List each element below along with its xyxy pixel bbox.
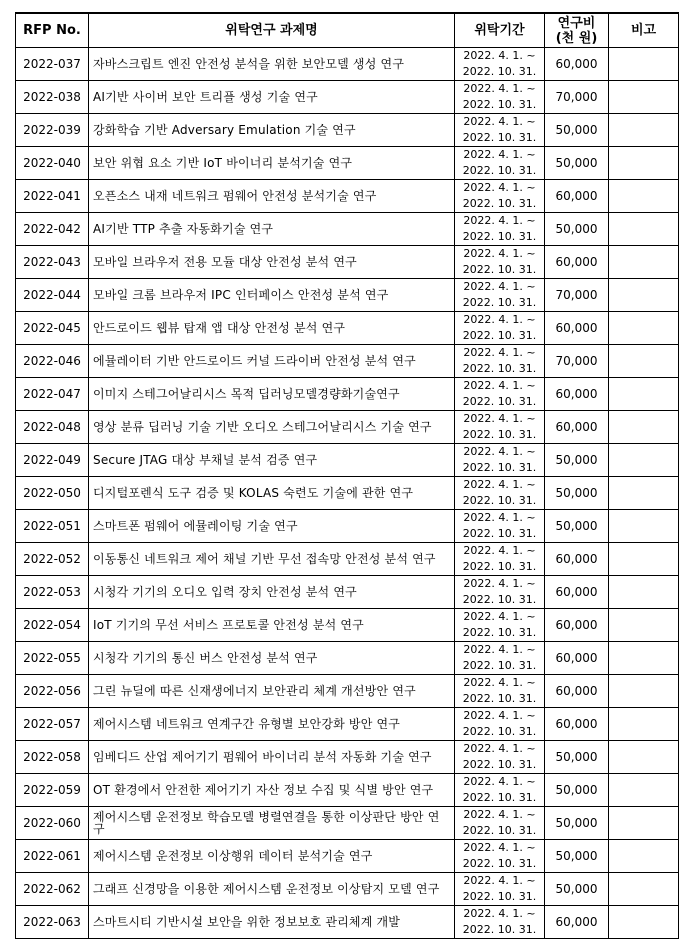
budget-cell: 60,000 xyxy=(545,312,609,345)
period-cell xyxy=(455,81,545,114)
period-cell xyxy=(455,477,545,510)
period-start: 2022. 4. 1. ~ xyxy=(463,841,536,854)
note-cell xyxy=(609,477,679,510)
period-end: 2022. 10. 31. xyxy=(462,428,537,441)
note-cell xyxy=(609,312,679,345)
budget-cell: 70,000 xyxy=(545,81,609,114)
title-cell: 스마트폰 펌웨어 에뮬레이팅 기술 연구 xyxy=(89,510,455,543)
period-end: 2022. 10. 31. xyxy=(462,824,537,837)
period-end: 2022. 10. 31. xyxy=(462,197,537,210)
period-start: 2022. 4. 1. ~ xyxy=(463,82,536,95)
rfp-no-cell: 2022-057 xyxy=(16,708,89,741)
note-cell xyxy=(609,840,679,873)
budget-cell: 60,000 xyxy=(545,543,609,576)
budget-cell: 50,000 xyxy=(545,840,609,873)
rfp-no-cell: 2022-060 xyxy=(16,807,89,840)
title-cell: 이동통신 네트워크 제어 채널 기반 무선 접속망 안전성 분석 연구 xyxy=(89,543,455,576)
table-row xyxy=(16,510,679,543)
period-start: 2022. 4. 1. ~ xyxy=(463,346,536,359)
note-cell xyxy=(609,873,679,906)
header-rfp-no: RFP No. xyxy=(16,13,89,48)
budget-cell: 60,000 xyxy=(545,576,609,609)
period-start: 2022. 4. 1. ~ xyxy=(463,643,536,656)
period-end: 2022. 10. 31. xyxy=(462,758,537,771)
title-cell: Secure JTAG 대상 부채널 분석 검증 연구 xyxy=(89,444,455,477)
period-end: 2022. 10. 31. xyxy=(462,857,537,870)
period-cell xyxy=(455,543,545,576)
period-end: 2022. 10. 31. xyxy=(462,461,537,474)
budget-cell: 60,000 xyxy=(545,246,609,279)
note-cell xyxy=(609,510,679,543)
period-start: 2022. 4. 1. ~ xyxy=(463,676,536,689)
note-cell xyxy=(609,180,679,213)
table-row xyxy=(16,246,679,279)
budget-cell: 50,000 xyxy=(545,774,609,807)
table-row xyxy=(16,114,679,147)
rfp-no-cell: 2022-044 xyxy=(16,279,89,312)
period-cell xyxy=(455,114,545,147)
title-cell: 보안 위협 요소 기반 IoT 바이너리 분석기술 연구 xyxy=(89,147,455,180)
note-cell xyxy=(609,543,679,576)
period-start: 2022. 4. 1. ~ xyxy=(463,544,536,557)
note-cell xyxy=(609,48,679,81)
header-budget-line2: (천 원) xyxy=(555,30,598,46)
title-cell: AI기반 TTP 추출 자동화기술 연구 xyxy=(89,213,455,246)
table-row xyxy=(16,378,679,411)
period-end: 2022. 10. 31. xyxy=(462,890,537,903)
rfp-no-cell: 2022-055 xyxy=(16,642,89,675)
title-cell: 에뮬레이터 기반 안드로이드 커널 드라이버 안전성 분석 연구 xyxy=(89,345,455,378)
period-start: 2022. 4. 1. ~ xyxy=(463,610,536,623)
note-cell xyxy=(609,279,679,312)
note-cell xyxy=(609,246,679,279)
rfp-no-cell: 2022-063 xyxy=(16,906,89,939)
note-cell xyxy=(609,411,679,444)
period-cell xyxy=(455,609,545,642)
title-cell: 시청각 기기의 통신 버스 안전성 분석 연구 xyxy=(89,642,455,675)
period-cell xyxy=(455,708,545,741)
note-cell xyxy=(609,378,679,411)
period-start: 2022. 4. 1. ~ xyxy=(463,577,536,590)
period-end: 2022. 10. 31. xyxy=(462,362,537,375)
rfp-no-cell: 2022-045 xyxy=(16,312,89,345)
rfp-no-cell: 2022-052 xyxy=(16,543,89,576)
period-end: 2022. 10. 31. xyxy=(462,164,537,177)
table-row xyxy=(16,642,679,675)
budget-cell: 60,000 xyxy=(545,675,609,708)
period-start: 2022. 4. 1. ~ xyxy=(463,214,536,227)
rfp-no-cell: 2022-043 xyxy=(16,246,89,279)
period-cell xyxy=(455,279,545,312)
period-start: 2022. 4. 1. ~ xyxy=(463,808,536,821)
note-cell xyxy=(609,213,679,246)
note-cell xyxy=(609,807,679,840)
budget-cell: 60,000 xyxy=(545,906,609,939)
table-row xyxy=(16,411,679,444)
period-start: 2022. 4. 1. ~ xyxy=(463,181,536,194)
period-start: 2022. 4. 1. ~ xyxy=(463,907,536,920)
period-end: 2022. 10. 31. xyxy=(462,560,537,573)
budget-cell: 60,000 xyxy=(545,411,609,444)
note-cell xyxy=(609,741,679,774)
period-cell xyxy=(455,48,545,81)
period-cell xyxy=(455,840,545,873)
table-row xyxy=(16,576,679,609)
table-row xyxy=(16,444,679,477)
title-cell: 안드로이드 웹뷰 탑재 앱 대상 안전성 분석 연구 xyxy=(89,312,455,345)
period-end: 2022. 10. 31. xyxy=(462,725,537,738)
rfp-no-cell: 2022-058 xyxy=(16,741,89,774)
table-row xyxy=(16,708,679,741)
note-cell xyxy=(609,609,679,642)
title-cell: 제어시스템 네트워크 연계구간 유형별 보안강화 방안 연구 xyxy=(89,708,455,741)
title-cell: IoT 기기의 무선 서비스 프로토콜 안전성 분석 연구 xyxy=(89,609,455,642)
period-end: 2022. 10. 31. xyxy=(462,329,537,342)
period-cell xyxy=(455,147,545,180)
period-cell xyxy=(455,807,545,840)
rfp-no-cell: 2022-049 xyxy=(16,444,89,477)
budget-cell: 60,000 xyxy=(545,642,609,675)
header-row xyxy=(16,13,679,48)
title-cell: 그린 뉴딜에 따른 신재생에너지 보안관리 체계 개선방안 연구 xyxy=(89,675,455,708)
period-start: 2022. 4. 1. ~ xyxy=(463,379,536,392)
budget-cell: 50,000 xyxy=(545,477,609,510)
rfp-no-cell: 2022-047 xyxy=(16,378,89,411)
period-end: 2022. 10. 31. xyxy=(462,230,537,243)
rfp-no-cell: 2022-046 xyxy=(16,345,89,378)
rfp-no-cell: 2022-050 xyxy=(16,477,89,510)
rfp-no-cell: 2022-041 xyxy=(16,180,89,213)
period-start: 2022. 4. 1. ~ xyxy=(463,742,536,755)
title-cell: 이미지 스테그어날리시스 목적 딥러닝모델경량화기술연구 xyxy=(89,378,455,411)
budget-cell: 60,000 xyxy=(545,180,609,213)
period-end: 2022. 10. 31. xyxy=(462,494,537,507)
period-end: 2022. 10. 31. xyxy=(462,791,537,804)
header-budget xyxy=(545,13,609,48)
title-cell: 제어시스템 운전정보 학습모델 병렬연결을 통한 이상판단 방안 연구 xyxy=(89,807,455,840)
rfp-no-cell: 2022-042 xyxy=(16,213,89,246)
budget-cell: 50,000 xyxy=(545,510,609,543)
title-cell: 자바스크립트 엔진 안전성 분석을 위한 보안모델 생성 연구 xyxy=(89,48,455,81)
table-row xyxy=(16,675,679,708)
rfp-no-cell: 2022-048 xyxy=(16,411,89,444)
title-cell: 시청각 기기의 오디오 입력 장치 안전성 분석 연구 xyxy=(89,576,455,609)
period-end: 2022. 10. 31. xyxy=(462,98,537,111)
budget-cell: 60,000 xyxy=(545,609,609,642)
note-cell xyxy=(609,774,679,807)
period-cell xyxy=(455,378,545,411)
title-cell: 모바일 크롬 브라우저 IPC 인터페이스 안전성 분석 연구 xyxy=(89,279,455,312)
title-cell: OT 환경에서 안전한 제어기기 자산 정보 수집 및 식별 방안 연구 xyxy=(89,774,455,807)
period-end: 2022. 10. 31. xyxy=(462,593,537,606)
period-cell xyxy=(455,312,545,345)
period-end: 2022. 10. 31. xyxy=(462,131,537,144)
period-start: 2022. 4. 1. ~ xyxy=(463,148,536,161)
title-cell: 오픈소스 내재 네트워크 펌웨어 안전성 분석기술 연구 xyxy=(89,180,455,213)
period-end: 2022. 10. 31. xyxy=(462,659,537,672)
rfp-no-cell: 2022-053 xyxy=(16,576,89,609)
period-end: 2022. 10. 31. xyxy=(462,65,537,78)
period-start: 2022. 4. 1. ~ xyxy=(463,874,536,887)
table-row xyxy=(16,609,679,642)
budget-cell: 50,000 xyxy=(545,807,609,840)
period-start: 2022. 4. 1. ~ xyxy=(463,280,536,293)
budget-cell: 50,000 xyxy=(545,444,609,477)
table-row xyxy=(16,180,679,213)
budget-cell: 60,000 xyxy=(545,48,609,81)
title-cell: 임베디드 산업 제어기기 펌웨어 바이너리 분석 자동화 기술 연구 xyxy=(89,741,455,774)
rfp-no-cell: 2022-059 xyxy=(16,774,89,807)
period-cell xyxy=(455,906,545,939)
period-start: 2022. 4. 1. ~ xyxy=(463,775,536,788)
title-cell: 스마트시티 기반시설 보안을 위한 정보보호 관리체계 개발 xyxy=(89,906,455,939)
rfp-no-cell: 2022-040 xyxy=(16,147,89,180)
header-budget-line1: 연구비 xyxy=(557,15,596,31)
period-cell xyxy=(455,675,545,708)
period-start: 2022. 4. 1. ~ xyxy=(463,445,536,458)
note-cell xyxy=(609,345,679,378)
period-start: 2022. 4. 1. ~ xyxy=(463,115,536,128)
rfp-no-cell: 2022-061 xyxy=(16,840,89,873)
research-table xyxy=(15,12,679,939)
table-row xyxy=(16,477,679,510)
table-row xyxy=(16,840,679,873)
note-cell xyxy=(609,576,679,609)
table-row xyxy=(16,312,679,345)
note-cell xyxy=(609,147,679,180)
note-cell xyxy=(609,114,679,147)
rfp-no-cell: 2022-039 xyxy=(16,114,89,147)
table-row xyxy=(16,741,679,774)
table-row xyxy=(16,774,679,807)
title-cell: 영상 분류 딥러닝 기술 기반 오디오 스테그어날리시스 기술 연구 xyxy=(89,411,455,444)
note-cell xyxy=(609,642,679,675)
period-start: 2022. 4. 1. ~ xyxy=(463,709,536,722)
period-cell xyxy=(455,444,545,477)
table-row xyxy=(16,873,679,906)
budget-cell: 50,000 xyxy=(545,741,609,774)
header-title: 위탁연구 과제명 xyxy=(89,13,455,48)
period-end: 2022. 10. 31. xyxy=(462,296,537,309)
table-row xyxy=(16,906,679,939)
rfp-no-cell: 2022-051 xyxy=(16,510,89,543)
title-cell: 모바일 브라우저 전용 모듈 대상 안전성 분석 연구 xyxy=(89,246,455,279)
table-row xyxy=(16,807,679,840)
table-row xyxy=(16,279,679,312)
table-row xyxy=(16,48,679,81)
title-cell: 디지털포렌식 도구 검증 및 KOLAS 숙련도 기술에 관한 연구 xyxy=(89,477,455,510)
period-cell xyxy=(455,873,545,906)
note-cell xyxy=(609,906,679,939)
period-end: 2022. 10. 31. xyxy=(462,263,537,276)
period-end: 2022. 10. 31. xyxy=(462,395,537,408)
period-cell xyxy=(455,246,545,279)
note-cell xyxy=(609,708,679,741)
period-cell xyxy=(455,180,545,213)
rfp-no-cell: 2022-054 xyxy=(16,609,89,642)
budget-cell: 70,000 xyxy=(545,279,609,312)
period-start: 2022. 4. 1. ~ xyxy=(463,313,536,326)
rfp-no-cell: 2022-038 xyxy=(16,81,89,114)
period-start: 2022. 4. 1. ~ xyxy=(463,478,536,491)
period-cell xyxy=(455,345,545,378)
rfp-no-cell: 2022-056 xyxy=(16,675,89,708)
table-row xyxy=(16,345,679,378)
period-start: 2022. 4. 1. ~ xyxy=(463,247,536,260)
note-cell xyxy=(609,444,679,477)
budget-cell: 50,000 xyxy=(545,147,609,180)
period-start: 2022. 4. 1. ~ xyxy=(463,511,536,524)
title-cell: 강화학습 기반 Adversary Emulation 기술 연구 xyxy=(89,114,455,147)
budget-cell: 50,000 xyxy=(545,873,609,906)
period-cell xyxy=(455,642,545,675)
period-start: 2022. 4. 1. ~ xyxy=(463,49,536,62)
note-cell xyxy=(609,675,679,708)
period-cell xyxy=(455,510,545,543)
period-end: 2022. 10. 31. xyxy=(462,527,537,540)
rfp-no-cell: 2022-037 xyxy=(16,48,89,81)
table-row xyxy=(16,81,679,114)
header-period: 위탁기간 xyxy=(455,13,545,48)
budget-cell: 70,000 xyxy=(545,345,609,378)
title-cell: AI기반 사이버 보안 트리플 생성 기술 연구 xyxy=(89,81,455,114)
period-cell xyxy=(455,213,545,246)
period-end: 2022. 10. 31. xyxy=(462,923,537,936)
table-row xyxy=(16,543,679,576)
period-cell xyxy=(455,741,545,774)
header-note: 비고 xyxy=(609,13,679,48)
period-cell xyxy=(455,576,545,609)
budget-cell: 60,000 xyxy=(545,708,609,741)
budget-cell: 50,000 xyxy=(545,114,609,147)
period-end: 2022. 10. 31. xyxy=(462,626,537,639)
table-row xyxy=(16,213,679,246)
budget-cell: 50,000 xyxy=(545,213,609,246)
title-cell: 그래프 신경망을 이용한 제어시스템 운전정보 이상탐지 모델 연구 xyxy=(89,873,455,906)
title-cell: 제어시스템 운전정보 이상행위 데이터 분석기술 연구 xyxy=(89,840,455,873)
budget-cell: 60,000 xyxy=(545,378,609,411)
rfp-no-cell: 2022-062 xyxy=(16,873,89,906)
note-cell xyxy=(609,81,679,114)
period-cell xyxy=(455,411,545,444)
table-row xyxy=(16,147,679,180)
period-end: 2022. 10. 31. xyxy=(462,692,537,705)
period-start: 2022. 4. 1. ~ xyxy=(463,412,536,425)
period-cell xyxy=(455,774,545,807)
